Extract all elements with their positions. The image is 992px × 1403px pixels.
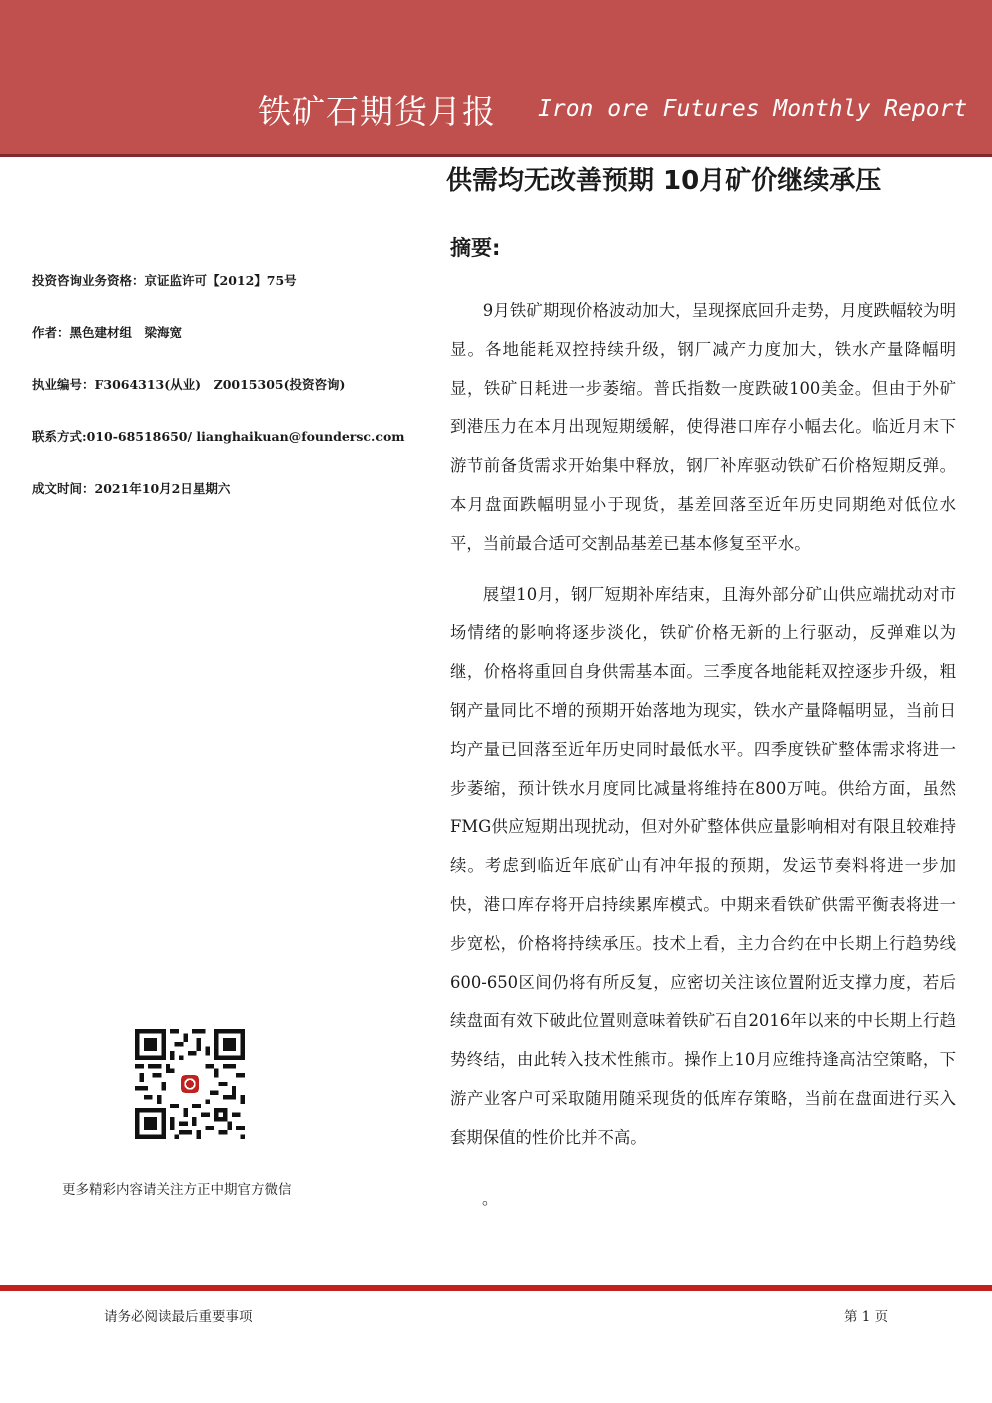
page-number: 第 1 页 <box>844 1309 889 1325</box>
qualification-line: 投资咨询业务资格：京证监许可【2012】75号 <box>32 273 297 288</box>
license-line: 执业编号：F3064313(从业) Z0015305(投资咨询) <box>32 377 346 392</box>
author-info <box>32 271 422 531</box>
contact-line: 联系方式:010-68518650/ lianghaikuan@foundersc.com <box>32 429 405 444</box>
report-title-en: Iron ore Futures Monthly Report <box>538 96 968 122</box>
qr-code-icon <box>135 1029 245 1139</box>
report-title-cn: 铁矿石期货月报 <box>258 92 496 131</box>
page-title: 供需均无改善预期 10月矿价继续承压 <box>446 166 882 196</box>
disclaimer-notice: 请务必阅读最后重要事项 <box>104 1309 253 1325</box>
author-line: 作者：黑色建材组 梁海宽 <box>32 325 183 340</box>
trailing-mark: 。 <box>482 1189 499 1208</box>
header-banner <box>0 0 992 154</box>
header-divider <box>0 154 992 157</box>
footer-divider <box>0 1285 992 1291</box>
paragraph-outlook: 展望10月，钢厂短期补库结束，且海外部分矿山供应端扰动对市场情绪的影响将逐步淡化，铁矿价格无新的上行驱动，反弹难以为继，价格将重回自身供需基本面。三季度各地能耗双控逐步升级，粗钢产量同比不增的预期开始落地为现实，铁水产量降幅明显，当前日均产量已回落至近年历史同时最低水平。四季度铁矿整体需求将进一步萎缩，预计铁水月度同比减量将维持在800万吨。供给方面，虽然FMG供应短期出现扰动，但对外矿整体供应量影响相对有限且较难持续。考虑到临近年底矿山有冲年报的预期，发运节奏料将进一步加快，港口库存将开启持续累库模式。中期来看铁矿供需平衡表将进一步宽松，价格将持续承压。技术上看，主力合约在中长期上行趋势线600-650区间仍将有所反复，应密切关注该位置附近支撑力度，若后续盘面有效下破此位置则意味着铁矿石自2016年以来的中长期上行趋势终结，由此转入技术性熊市。操作上10月应维持逢高沽空策略，下游产业客户可采取随用随采现货的低库存策略，当前在盘面进行买入套期保值的性价比并不高。 <box>450 584 956 1147</box>
abstract-body <box>450 292 956 1158</box>
paragraph-review: 9月铁矿期现价格波动加大，呈现探底回升走势，月度跌幅较为明显。各地能耗双控持续升级，钢厂减产力度加大，铁水产量降幅明显，铁矿日耗进一步萎缩。普氏指数一度跌破100美金。但由于外矿到港压力在本月出现短期缓解，使得港口库存小幅去化。临近月末下游节前备货需求开始集中释放，钢厂补库驱动铁矿石价格短期反弹。本月盘面跌幅明显小于现货，基差回落至近年历史同期绝对低位水平，当前最合适可交割品基差已基本修复至平水。 <box>450 301 956 553</box>
date-line: 成文时间：2021年10月2日星期六 <box>32 481 231 496</box>
qr-caption: 更多精彩内容请关注方正中期官方微信 <box>62 1182 292 1198</box>
abstract-heading: 摘要: <box>450 236 501 260</box>
